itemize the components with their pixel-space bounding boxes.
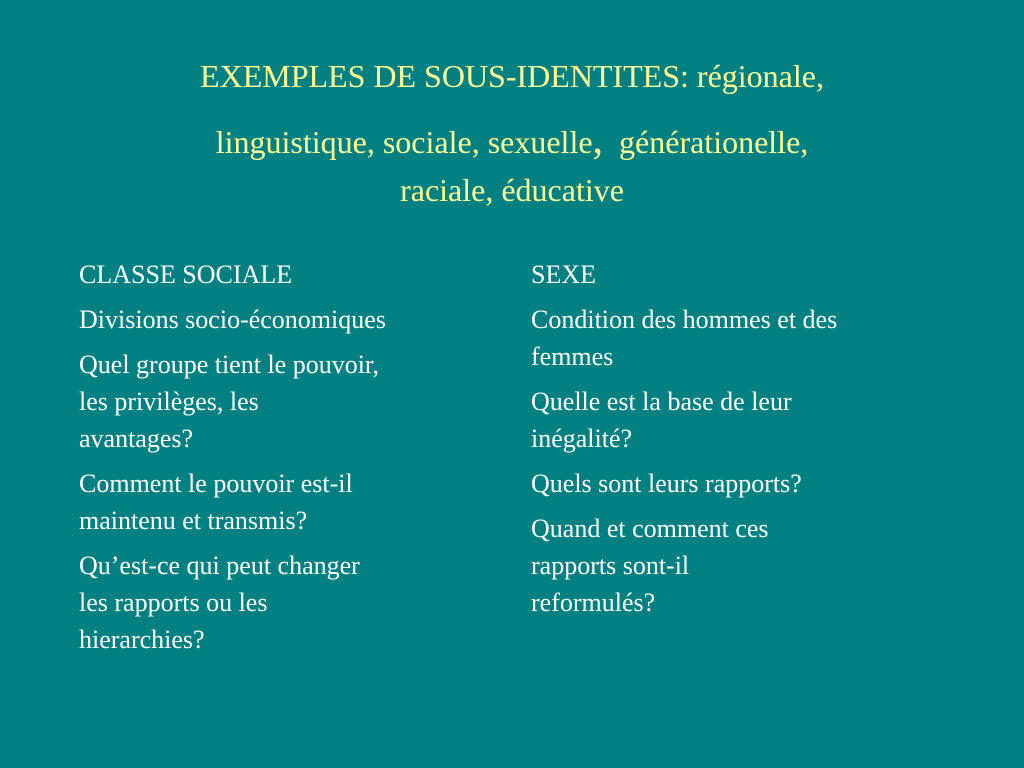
item-line: rapports sont-il (531, 551, 690, 580)
list-item (79, 547, 499, 658)
left-column-heading: CLASSE SOCIALE (79, 260, 293, 289)
slide-title (60, 44, 964, 210)
list-item (531, 510, 951, 621)
item-line: Quand et comment ces (531, 514, 769, 543)
item-line: Condition des hommes et des (531, 305, 838, 334)
item-line: Qu’est-ce qui peut changer (79, 551, 360, 580)
item-line: maintenu et transmis? (79, 506, 308, 535)
title-line-2 (60, 108, 964, 174)
title-line-2-comma: , (592, 117, 604, 163)
list-item (79, 346, 499, 457)
list-item (531, 465, 951, 502)
item-line: avantages? (79, 424, 194, 453)
item-line: femmes (531, 342, 614, 371)
item-line: les rapports ou les (79, 588, 268, 617)
item-line: les privilèges, les (79, 387, 259, 416)
list-item (531, 301, 951, 375)
item-line: Quel groupe tient le pouvoir, (79, 350, 380, 379)
item-line: Quels sont leurs rapports? (531, 469, 802, 498)
right-column (531, 256, 951, 629)
list-item (79, 301, 499, 338)
item-line: reformulés? (531, 588, 656, 617)
left-column (79, 256, 499, 666)
item-line: Comment le pouvoir est-il (79, 469, 353, 498)
list-item (79, 465, 499, 539)
title-line-3: raciale, éducative (400, 172, 624, 208)
item-line: Quelle est la base de leur (531, 387, 792, 416)
title-line-2-text: linguistique, sociale, sexuelle (215, 124, 593, 160)
title-line-1: EXEMPLES DE SOUS-IDENTITES: régionale, (200, 58, 824, 94)
item-line: Divisions socio-économiques (79, 305, 386, 334)
item-line: inégalité? (531, 424, 633, 453)
right-column-heading: SEXE (531, 260, 596, 289)
item-line: hierarchies? (79, 625, 205, 654)
list-item (531, 383, 951, 457)
title-line-2-tail: générationelle, (603, 124, 809, 160)
